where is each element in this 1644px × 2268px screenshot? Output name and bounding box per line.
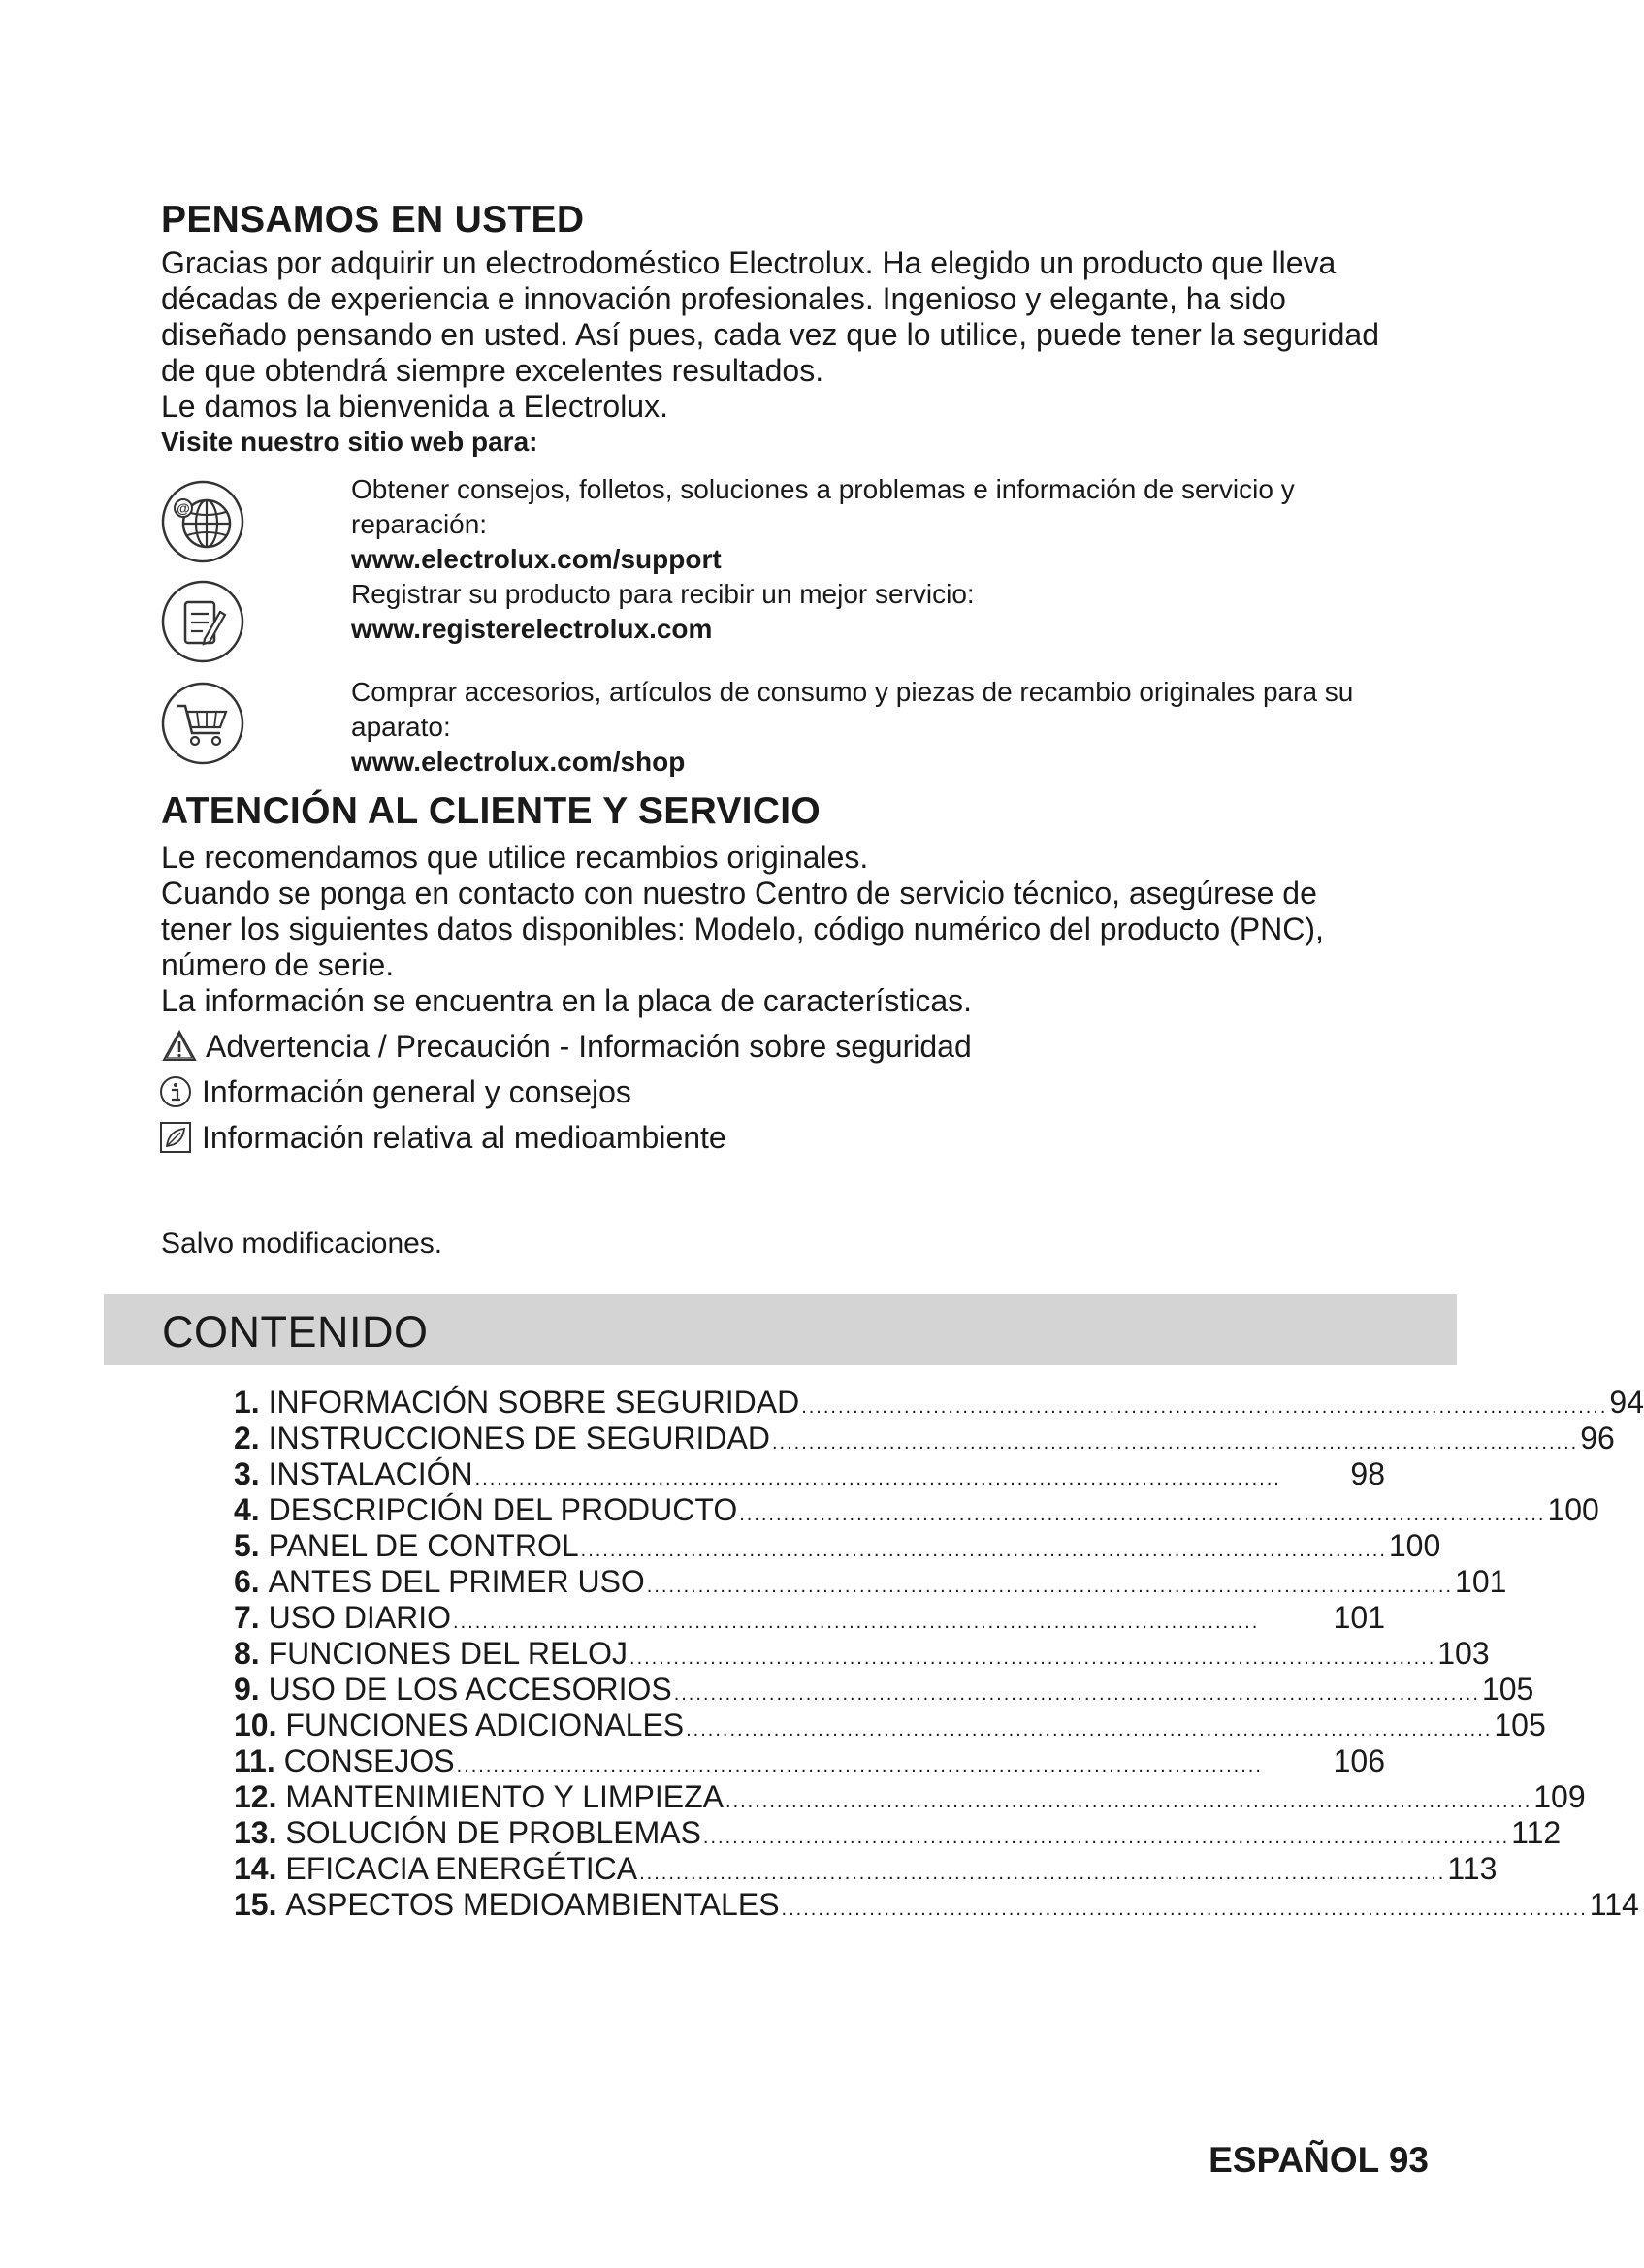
service-text: Registrar su producto para recibir un mejor servicio: <box>351 579 975 609</box>
toc-leader: .............................................................................................................. <box>801 1396 1608 1418</box>
toc-page: 101 <box>1455 1564 1507 1599</box>
service-text: aparato: <box>351 712 451 742</box>
toc-page: 103 <box>1437 1636 1490 1671</box>
toc-item[interactable] <box>234 1600 1385 1636</box>
toc-num: 13. <box>234 1815 277 1850</box>
toc-num: 12. <box>234 1779 277 1814</box>
page-footer: ESPAÑOL 93 <box>1209 2140 1429 2180</box>
toc-item[interactable] <box>234 1385 1644 1421</box>
toc-label: USO DIARIO <box>268 1600 452 1635</box>
toc-leader: .............................................................................................................. <box>686 1719 1493 1741</box>
legend-text: Información relativa al medioambiente <box>202 1119 726 1155</box>
shop-cart-icon <box>160 681 245 766</box>
toc-page: 106 <box>1333 1743 1385 1778</box>
toc-item[interactable] <box>234 1672 1534 1708</box>
support-link[interactable]: www.electrolux.com/support <box>351 544 722 574</box>
toc-label: ANTES DEL PRIMER USO <box>268 1564 645 1599</box>
toc-leader: .............................................................................................................. <box>725 1791 1532 1812</box>
legend-text: Información general y consejos <box>202 1073 631 1109</box>
toc-label: DESCRIPCIÓN DEL PRODUCTO <box>268 1492 738 1527</box>
toc-page: 96 <box>1580 1421 1615 1455</box>
toc-num: 11. <box>234 1743 275 1778</box>
toc-leader: .............................................................................................................. <box>474 1468 1281 1489</box>
svg-text:@: @ <box>177 500 190 516</box>
customer-line: Cuando se ponga en contacto con nuestro Centro de servicio técnico, asegúrese de <box>161 876 1317 910</box>
toc-label: INFORMACIÓN SOBRE SEGURIDAD <box>268 1385 800 1420</box>
toc-item[interactable] <box>234 1815 1562 1851</box>
environment-icon <box>157 1119 194 1156</box>
toc-leader: .............................................................................................................. <box>580 1540 1387 1561</box>
toc-item[interactable] <box>234 1887 1639 1923</box>
toc-label: INSTALACIÓN <box>268 1456 473 1491</box>
toc-label: FUNCIONES ADICIONALES <box>285 1708 685 1742</box>
toc-leader: .............................................................................................................. <box>646 1576 1454 1597</box>
toc-label: SOLUCIÓN DE PROBLEMAS <box>285 1815 701 1850</box>
visit-label: Visite nuestro sitio web para: <box>161 427 538 457</box>
toc-num: 5. <box>234 1528 260 1563</box>
toc-page: 100 <box>1547 1492 1599 1527</box>
legend-warning <box>161 1028 972 1065</box>
toc-page: 100 <box>1388 1528 1441 1563</box>
toc-item[interactable] <box>234 1743 1385 1779</box>
service-text: reparación: <box>351 509 488 539</box>
toc-leader: .............................................................................................................. <box>739 1504 1546 1525</box>
toc-num: 9. <box>234 1672 260 1707</box>
toc-page: 98 <box>1350 1456 1385 1491</box>
toc-label: CONSEJOS <box>283 1743 455 1778</box>
toc-leader: .............................................................................................................. <box>629 1647 1436 1669</box>
toc-leader: .............................................................................................................. <box>453 1612 1260 1633</box>
service-text: Comprar accesorios, artículos de consumo y piezas de recambio originales para su <box>351 677 1354 707</box>
toc-leader: .............................................................................................................. <box>673 1683 1480 1705</box>
toc-label: EFICACIA ENERGÉTICA <box>285 1851 638 1886</box>
warning-icon <box>161 1028 198 1065</box>
toc-label: MANTENIMIENTO Y LIMPIEZA <box>285 1779 725 1814</box>
customer-title: ATENCIÓN AL CLIENTE Y SERVICIO <box>161 790 822 832</box>
customer-line: número de serie. <box>161 947 395 982</box>
toc-item[interactable] <box>234 1636 1490 1672</box>
customer-line: tener los siguientes datos disponibles: Modelo, código numérico del producto (PNC), <box>161 911 1324 946</box>
legend-info <box>157 1073 631 1110</box>
info-icon <box>157 1073 194 1110</box>
toc-label: USO DE LOS ACCESORIOS <box>268 1672 672 1707</box>
intro-paragraph <box>161 245 1379 425</box>
toc-label: ASPECTOS MEDIOAMBIENTALES <box>285 1887 780 1922</box>
note-text: Salvo modificaciones. <box>161 1228 443 1260</box>
toc-leader: .............................................................................................................. <box>702 1827 1510 1848</box>
intro-line: Le damos la bienvenida a Electrolux. <box>161 389 668 424</box>
toc-item[interactable] <box>234 1456 1385 1492</box>
toc-num: 1. <box>234 1385 260 1420</box>
legend-environment <box>157 1119 726 1156</box>
toc-label: FUNCIONES DEL RELOJ <box>268 1636 629 1671</box>
toc-num: 14. <box>234 1851 277 1886</box>
toc-item[interactable] <box>234 1779 1586 1815</box>
service-shop <box>351 675 1353 780</box>
toc-num: 8. <box>234 1636 260 1671</box>
toc-leader: .............................................................................................................. <box>781 1899 1588 1920</box>
globe-icon <box>160 479 245 564</box>
toc-page: 105 <box>1494 1708 1546 1742</box>
toc-num: 10. <box>234 1708 277 1742</box>
toc-page: 112 <box>1511 1815 1562 1850</box>
customer-paragraph <box>161 840 1324 1019</box>
service-support <box>351 472 1295 577</box>
toc-leader: .............................................................................................................. <box>771 1432 1579 1453</box>
toc-num: 3. <box>234 1456 260 1491</box>
toc-item[interactable] <box>234 1708 1546 1743</box>
toc-label: INSTRUCCIONES DE SEGURIDAD <box>268 1421 770 1455</box>
toc-page: 101 <box>1333 1600 1385 1635</box>
toc-num: 4. <box>234 1492 260 1527</box>
toc-item[interactable] <box>234 1492 1599 1528</box>
toc-leader: .............................................................................................................. <box>639 1863 1446 1884</box>
toc-item[interactable] <box>234 1851 1498 1887</box>
toc-page: 105 <box>1481 1672 1534 1707</box>
toc-item[interactable] <box>234 1421 1615 1456</box>
intro-line: de que obtendrá siempre excelentes resultados. <box>161 353 824 388</box>
toc-num: 15. <box>234 1887 277 1922</box>
customer-line: Le recomendamos que utilice recambios originales. <box>161 840 869 875</box>
intro-title: PENSAMOS EN USTED <box>161 199 585 240</box>
service-register <box>351 577 975 647</box>
toc-item[interactable] <box>234 1564 1507 1600</box>
register-link[interactable]: www.registerelectrolux.com <box>351 614 713 644</box>
toc-page: 109 <box>1533 1779 1586 1814</box>
toc-leader: .............................................................................................................. <box>456 1755 1263 1776</box>
toc-title: CONTENIDO <box>162 1307 429 1357</box>
intro-line: décadas de experiencia e innovación profesionales. Ingenioso y elegante, ha sido <box>161 281 1286 316</box>
customer-line: La información se encuentra en la placa de características. <box>161 983 973 1018</box>
register-icon <box>160 579 245 664</box>
intro-line: diseñado pensando en usted. Así pues, cada vez que lo utilice, puede tener la seguridad <box>161 317 1380 352</box>
intro-line: Gracias por adquirir un electrodoméstico Electrolux. Ha elegido un producto que lleva <box>161 245 1337 280</box>
legend-text: Advertencia / Precaución - Información sobre seguridad <box>206 1028 972 1064</box>
toc-label: PANEL DE CONTROL <box>268 1528 579 1563</box>
toc-page: 94 <box>1609 1385 1644 1420</box>
toc-num: 6. <box>234 1564 260 1599</box>
toc-num: 2. <box>234 1421 260 1455</box>
toc-num: 7. <box>234 1600 260 1635</box>
toc-page: 114 <box>1589 1887 1639 1922</box>
service-text: Obtener consejos, folletos, soluciones a problemas e información de servicio y <box>351 474 1295 504</box>
shop-link[interactable]: www.electrolux.com/shop <box>351 747 686 777</box>
toc-page: 113 <box>1447 1851 1498 1886</box>
toc-item[interactable] <box>234 1528 1441 1564</box>
